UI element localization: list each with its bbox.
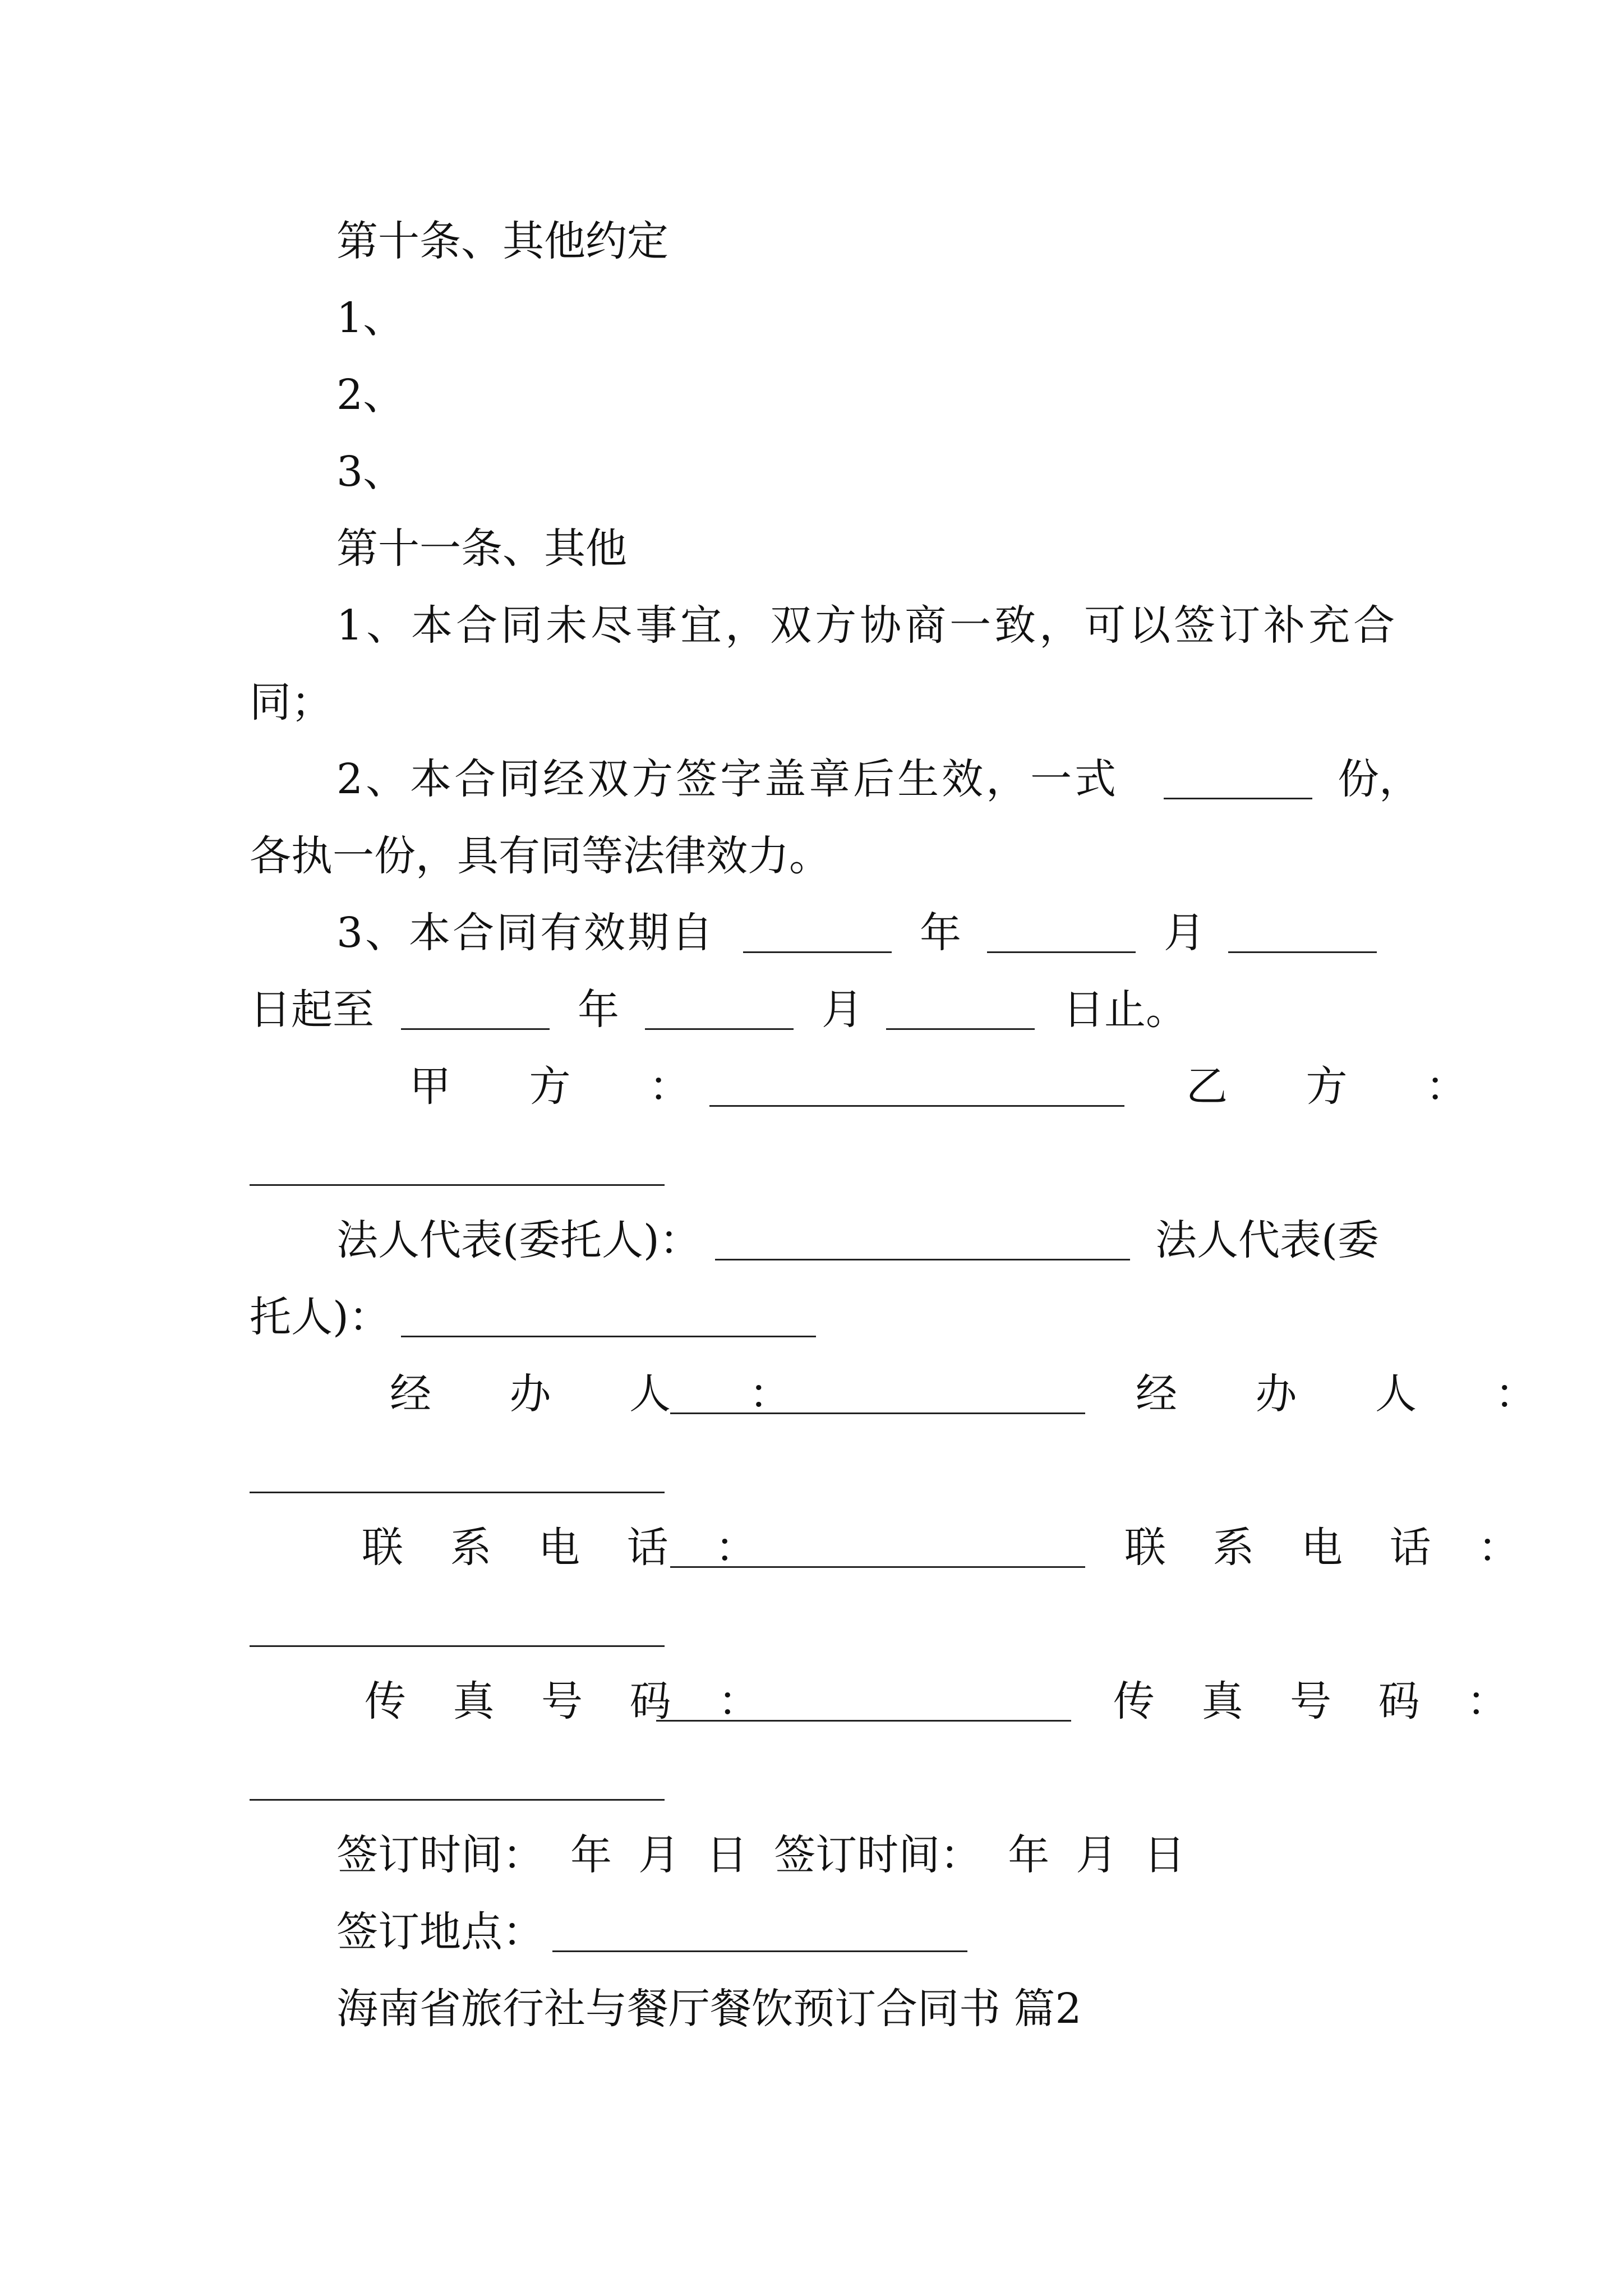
article-10-line	[0, 210, 1623, 272]
phone-b-label: 联 系 电 话 ：	[1124, 1524, 1537, 1572]
legal-rep-a-label: 法人代表(委托人)：	[336, 1216, 701, 1264]
article-10-item-1: 1、	[336, 294, 405, 342]
clause-3-line-1: 3、本合同有效期自 年 月	[0, 902, 1623, 964]
clause-3-line-2: 日起至 年 月 日止。	[250, 986, 1187, 1034]
fax-line	[0, 1671, 1623, 1732]
handler-b-label: 经 办 人 ：	[1136, 1370, 1569, 1418]
article-11-title: 第十一条、其他	[336, 524, 627, 573]
party-a-blank[interactable]	[709, 1105, 1124, 1107]
next-section-line	[0, 1978, 1623, 2040]
sign-time-line	[0, 1824, 1623, 1886]
end-month-blank[interactable]	[645, 1028, 794, 1030]
sign-place-line	[0, 1901, 1623, 1963]
fax-b-label: 传 真 号 码 ：	[1113, 1677, 1525, 1726]
phone-a-blank[interactable]	[670, 1566, 1085, 1568]
end-day-blank[interactable]	[886, 1028, 1035, 1030]
fax-a-label: 传 真 号 码 ：	[365, 1677, 777, 1726]
legal-rep-b-label: 法人代表(委	[1155, 1216, 1379, 1264]
handler-b-blank[interactable]	[250, 1492, 665, 1493]
start-year-blank[interactable]	[743, 951, 892, 953]
party-b-label: 乙 方 ：	[1186, 1062, 1500, 1111]
article-10-title: 第十条、其他约定	[336, 217, 668, 265]
sign-place-blank[interactable]	[552, 1950, 967, 1952]
article-10-item-3: 3、	[336, 448, 405, 496]
legal-rep-line-2: 托人)：	[0, 1286, 1623, 1348]
start-day-blank[interactable]	[1228, 951, 1377, 953]
legal-rep-line-1	[0, 1209, 1623, 1271]
clause-2-line-1: 2、本合同经双方签字盖章后生效，一式 份，	[336, 755, 1421, 803]
next-section-title: 海南省旅行社与餐厅餐饮预订合同书 篇2	[336, 1985, 1082, 2033]
handler-a-blank[interactable]	[670, 1412, 1085, 1414]
clause-2-line-2: 各执一份，具有同等法律效力。	[250, 832, 831, 880]
legal-rep-a-blank[interactable]	[715, 1259, 1130, 1260]
phone-a-label: 联 系 电 话 ：	[362, 1524, 774, 1572]
fax-b-blank[interactable]	[250, 1799, 665, 1801]
article-10-item-2: 2、	[336, 371, 405, 419]
article-11-line	[0, 518, 1623, 579]
copies-count-blank[interactable]	[1164, 798, 1312, 799]
clause-1-line-2: 同；	[250, 678, 333, 726]
end-year-blank[interactable]	[401, 1028, 550, 1030]
fax-a-blank[interactable]	[656, 1720, 1071, 1722]
party-b-blank[interactable]	[250, 1184, 665, 1186]
handler-a-label: 经 办 人 ：	[390, 1370, 823, 1418]
handler-line	[0, 1363, 1623, 1425]
party-a-label: 甲 方 ：	[409, 1062, 723, 1111]
party-line	[0, 1056, 1623, 1117]
sign-place-label: 签订地点：	[336, 1908, 544, 1956]
phone-b-blank[interactable]	[250, 1645, 665, 1647]
phone-line	[0, 1517, 1623, 1579]
legal-rep-b-blank[interactable]	[401, 1336, 816, 1337]
sign-time-text: 签订时间： 年 月 日 签订时间： 年 月 日	[336, 1831, 1186, 1879]
clause-1-line-1: 1、本合同未尽事宜，双方协商一致，可以签订补充合	[336, 601, 1399, 650]
start-month-blank[interactable]	[987, 951, 1136, 953]
